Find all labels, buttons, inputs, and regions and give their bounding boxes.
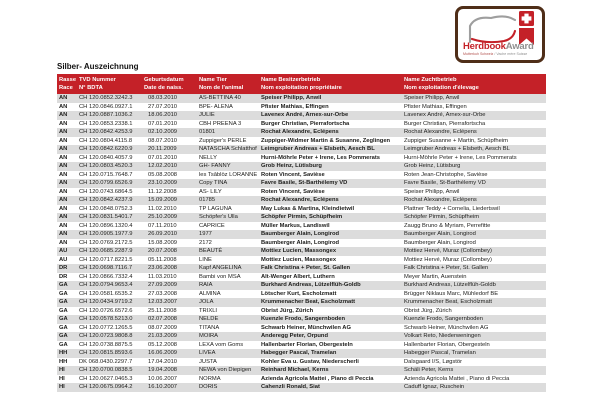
table-row — [57, 375, 546, 384]
cell-animal-name: CAPRICE — [199, 222, 225, 229]
table-row — [57, 307, 546, 316]
cell-breeder-farm: Schwarb Heiner, Münchwilen AG — [404, 324, 489, 331]
cell-breeder-farm: Dalsgaard I/S, Løgstör — [404, 358, 462, 365]
cell-owner-farm: Zuppiger-Widmer Martin & Susanne, Zeglingen — [261, 137, 391, 144]
cell-tvd-number: CH 120.0627.0465.3 — [79, 375, 133, 382]
cell-breeder-farm: Caduff Ignaz, Ruschein — [404, 384, 465, 390]
cell-birthdate: 20.11.2009 — [148, 146, 177, 152]
table-row — [57, 324, 546, 333]
cell-birthdate: 27.07.2010 — [148, 103, 178, 110]
header-tvd-number: TVD Nummer N° BDTA — [79, 77, 116, 91]
cell-breeder-farm: Mottiez Hervé, Muraz (Collombey) — [404, 248, 492, 254]
logo-tagline — [463, 53, 527, 57]
cell-birthdate: 12.02.2010 — [148, 163, 178, 169]
cell-animal-name: NELLY — [199, 154, 217, 161]
logo-tagline-separator: / — [493, 51, 497, 56]
cell-race: AU — [59, 256, 68, 263]
cell-animal-name: Bambi von MSA — [199, 273, 241, 280]
cell-breeder-farm: Speiser Philipp, Anwil — [404, 95, 460, 101]
cell-birthdate: 11.03.2010 — [148, 273, 177, 280]
cell-breeder-farm: Meyer Martin, Auenstein — [404, 273, 467, 280]
cell-birthdate: 15.09.2009 — [148, 197, 178, 203]
cell-birthdate: 07.01.2010 — [148, 120, 178, 127]
cell-tvd-number: CH 120.0772.1265.5 — [79, 324, 133, 331]
cell-birthdate: 23.06.2008 — [148, 265, 178, 271]
cell-race: GA — [59, 307, 68, 314]
cell-animal-name: 2172 — [199, 239, 212, 246]
cell-tvd-number: DK 068.0430.2297.7 — [79, 358, 133, 365]
table-row — [57, 264, 546, 273]
cell-birthdate: 12.03.2007 — [148, 299, 178, 305]
cell-animal-name: NORMA — [199, 375, 221, 382]
cell-race: AN — [59, 231, 68, 237]
cell-race: HI — [59, 367, 65, 373]
cell-breeder-farm: Favre Basile, St-Barthélemy VD — [404, 180, 486, 186]
cell-tvd-number: CH 120.0842.6220.9 — [79, 146, 133, 152]
cell-breeder-farm: Baumberger Alain, Longirod — [404, 231, 476, 237]
cell-breeder-farm: Pfister Mathias, Effingen — [404, 103, 467, 110]
cell-tvd-number: CH 120.0726.6572.6 — [79, 307, 133, 314]
cell-tvd-number: CH 120.0842.4237.9 — [79, 197, 133, 203]
cell-owner-farm: Rochat Alexandre, Eclépens — [261, 197, 339, 203]
cell-tvd-number: CH 120.0905.1977.9 — [79, 231, 133, 237]
cell-tvd-number: CH 120.0815.8593.6 — [79, 350, 133, 356]
cell-tvd-number: CH 120.0804.4115.8 — [79, 137, 133, 144]
cell-animal-name: JULIE — [199, 112, 215, 118]
cell-race: GA — [59, 282, 68, 288]
cell-owner-farm: Rochat Alexandre, Eclépens — [261, 129, 339, 135]
table-row — [57, 315, 546, 324]
cow-outline-icon — [470, 16, 515, 42]
cell-owner-farm: Leimgruber Andreas + Elsbeth, Aesch BL — [261, 146, 375, 152]
cell-animal-name: Copy TINA — [199, 180, 228, 186]
cell-animal-name: BPE- ALENA — [199, 103, 233, 110]
cell-owner-farm: May Lukas & Martina, Kleindietwil — [261, 205, 355, 212]
table-row — [57, 256, 546, 265]
table-row — [57, 366, 546, 375]
cell-breeder-farm: Baumberger Alain, Longirod — [404, 239, 476, 246]
table-row — [57, 281, 546, 290]
cell-tvd-number: CH 120.0434.9719.2 — [79, 299, 133, 305]
cell-birthdate: 05.12.2008 — [148, 341, 178, 348]
cell-birthdate: 07.11.2010 — [148, 222, 177, 229]
table-row — [57, 196, 546, 205]
cell-race: AN — [59, 103, 68, 110]
cell-animal-name: AS- LILY — [199, 188, 222, 195]
cell-animal-name: les Tsâblöz LORANNE — [199, 171, 258, 178]
table-row — [57, 128, 546, 137]
cell-breeder-farm: Leimgruber Andreas + Elsbeth, Aesch BL — [404, 146, 510, 152]
cell-tvd-number: CH 120.0840.4057.9 — [79, 154, 133, 161]
cell-breeder-farm: Burger Christian, Pierrafortscha — [404, 120, 486, 127]
cell-tvd-number: CH 120.0852.3242.3 — [79, 95, 133, 101]
cell-breeder-farm: Azienda Agricola Mattei , Piano di Peccia — [404, 375, 510, 382]
cell-tvd-number: CH 120.0803.4520.3 — [79, 163, 133, 169]
logo-tagline-de: Mutterkuh Schweiz — [463, 51, 494, 56]
cell-birthdate: 07.01.2010 — [148, 154, 178, 161]
table-row — [57, 188, 546, 197]
cell-breeder-farm: Habegger Pascal, Tramelan — [404, 350, 476, 356]
cell-birthdate: 11.12.2008 — [148, 188, 177, 195]
cell-animal-name: GH- FANNY — [199, 163, 231, 169]
cell-animal-name: Kapf ANGELINA — [199, 265, 242, 271]
cell-animal-name: NEWA von Diepigen — [199, 367, 252, 373]
cell-tvd-number: CH 120.0846.0927.1 — [79, 103, 133, 110]
cell-breeder-farm: Brügger Niklaus Marc, Mühledorf BE — [404, 290, 499, 297]
cell-breeder-farm: Mottiez Hervé, Muraz (Collombey) — [404, 256, 492, 263]
cell-breeder-farm: Obrist Jürg, Zürich — [404, 307, 452, 314]
cell-owner-farm: Obrist Jürg, Zürich — [261, 307, 314, 314]
cell-race: AN — [59, 171, 68, 178]
cell-tvd-number: CH 120.0794.9653.4 — [79, 282, 133, 288]
table-row — [57, 230, 546, 239]
swiss-cross-icon — [519, 11, 534, 26]
cell-breeder-farm: Grob Heinz, Lütisburg — [404, 163, 461, 169]
cell-race: HI — [59, 375, 65, 382]
cell-breeder-farm: Burkhard Andreas, Lützelflüh-Goldb — [404, 282, 496, 288]
table-row — [57, 145, 546, 154]
header-animal-name: Name Tier Nom de l'animal — [199, 77, 244, 91]
cell-race: AN — [59, 146, 68, 152]
cell-animal-name: NATASCHA Schlatthof — [199, 146, 257, 152]
cell-animal-name: CBH PREENA 3 — [199, 120, 242, 127]
cell-animal-name: NELDE — [199, 316, 219, 322]
cell-race: GA — [59, 316, 68, 322]
cell-birthdate: 16.06.2009 — [148, 350, 178, 356]
cell-breeder-farm: Krummenacher Beat, Escholzmatt — [404, 299, 492, 305]
cell-owner-farm: Burger Christian, Pierrafortscha — [261, 120, 350, 127]
cell-birthdate: 08.07.2009 — [148, 324, 178, 331]
cell-breeder-farm: Falk Christina + Peter, St. Gallen — [404, 265, 489, 271]
herdbook-award-logo — [455, 6, 545, 63]
table-row — [57, 298, 546, 307]
cell-birthdate: 25.11.2008 — [148, 307, 177, 314]
cell-animal-name: TITANA — [199, 324, 220, 331]
cell-race: AN — [59, 222, 68, 229]
cell-owner-farm: Speiser Philipp, Anwil — [261, 95, 322, 101]
cell-race: AN — [59, 180, 68, 186]
cell-birthdate: 20.07.2008 — [148, 248, 178, 254]
cell-birthdate: 27.09.2009 — [148, 282, 178, 288]
cell-animal-name: LIVEA — [199, 350, 216, 356]
cell-birthdate: 05.11.2008 — [148, 256, 177, 263]
cell-birthdate: 17.04.2010 — [148, 358, 178, 365]
table-row — [57, 94, 546, 103]
table-row — [57, 137, 546, 146]
cell-tvd-number: CH 120.0842.4253.9 — [79, 129, 133, 135]
cell-breeder-farm: Schäli Peter, Kerns — [404, 367, 454, 373]
cell-animal-name: 01801 — [199, 129, 216, 135]
table-row — [57, 383, 546, 392]
cell-birthdate: 23.10.2009 — [148, 180, 178, 186]
cell-tvd-number: CH 120.0853.2338.1 — [79, 120, 133, 127]
logo-brand-herdbook: Herdbook — [463, 40, 506, 52]
cell-race: AN — [59, 112, 68, 118]
cell-tvd-number: CH 120.0866.7332.4 — [79, 273, 133, 280]
cell-race: DR — [59, 273, 68, 280]
cell-race: AN — [59, 197, 68, 203]
cell-race: AU — [59, 248, 68, 254]
cell-race: GA — [59, 299, 68, 305]
cell-race: GA — [59, 290, 68, 297]
cell-owner-farm: Roten Vincent, Savièse — [261, 188, 325, 195]
cell-tvd-number: CH 120.0581.6535.2 — [79, 290, 133, 297]
cell-race: AN — [59, 154, 68, 161]
logo-brand-award: Award — [505, 40, 534, 52]
table-row — [57, 162, 546, 171]
cell-race: GA — [59, 333, 68, 339]
cell-tvd-number: CH 120.0738.8875.5 — [79, 341, 133, 348]
cell-tvd-number: CH 120.0685.2287.9 — [79, 248, 133, 254]
cell-tvd-number: CH 120.0887.1036.2 — [79, 112, 133, 118]
header-birthdate: Geburtsdatum Date de naiss. — [144, 77, 184, 91]
cell-race: GA — [59, 341, 68, 348]
cell-tvd-number: CH 120.0831.5401.7 — [79, 214, 133, 220]
cell-race: DR — [59, 265, 68, 271]
cell-owner-farm: Baumberger Alain, Longirod — [261, 239, 340, 246]
cell-birthdate: 16.10.2007 — [148, 384, 178, 390]
cell-animal-name: AS-BETTINA 40 — [199, 95, 241, 101]
cell-race: AN — [59, 129, 68, 135]
cell-breeder-farm: Volkart Reto, Niederweningen — [404, 333, 481, 339]
cell-tvd-number: CH 120.0700.0838.5 — [79, 367, 133, 373]
cell-animal-name: MOIRA — [199, 333, 219, 339]
cell-owner-farm: Hurni-Möhrle Peter + Irene, Les Pommerats — [261, 154, 381, 161]
cell-birthdate: 25.10.2009 — [148, 214, 178, 220]
cell-tvd-number: CH 120.0717.8221.5 — [79, 256, 133, 263]
cell-animal-name: TRIXLI — [199, 307, 218, 314]
cell-tvd-number: CH 120.0848.0752.3 — [79, 205, 133, 212]
table-row — [57, 154, 546, 163]
cell-owner-farm: Baumberger Alain, Longirod — [261, 231, 340, 237]
cell-animal-name: Schöpfer's Ulla — [199, 214, 238, 220]
cell-owner-farm: Burkhard Andreas, Lützelflüh-Goldb — [261, 282, 361, 288]
header-owner-farm: Name Besitzerbetrieb Nom exploitation propriétaire — [261, 77, 342, 91]
table-header — [57, 74, 546, 94]
cell-tvd-number: CH 120.0723.9808.8 — [79, 333, 133, 339]
table-row — [57, 332, 546, 341]
cell-owner-farm: Roten Vincent, Savièse — [261, 171, 325, 178]
cell-owner-farm: Mottiez Lucien, Massongex — [261, 248, 337, 254]
cell-owner-farm: Azienda Agricola Mattei , Piano di Peccia — [261, 375, 374, 382]
table-row — [57, 213, 546, 222]
cell-owner-farm: Lötscher Kurt, Escholzmatt — [261, 290, 337, 297]
cell-owner-farm: Grob Heinz, Lütisburg — [261, 163, 322, 169]
cell-birthdate: 10.06.2007 — [148, 375, 178, 382]
cell-race: AN — [59, 163, 68, 169]
cell-owner-farm: Pfister Mathias, Effingen — [261, 103, 329, 110]
cell-animal-name: LEXA vom Goms — [199, 341, 244, 348]
cell-animal-name: TP LAGUNA — [199, 205, 232, 212]
cell-race: AN — [59, 205, 68, 212]
cell-breeder-farm: Lavenex André, Arnex-sur-Orbe — [404, 112, 486, 118]
cell-owner-farm: Habegger Pascal, Tramelan — [261, 350, 337, 356]
table-row — [57, 290, 546, 299]
cell-owner-farm: Reinhard Michael, Kerns — [261, 367, 329, 373]
table-row — [57, 341, 546, 350]
table-row — [57, 179, 546, 188]
cell-owner-farm: Krummenacher Beat, Escholzmatt — [261, 299, 356, 305]
cell-race: AN — [59, 214, 68, 220]
cell-birthdate: 02.10.2009 — [148, 129, 178, 135]
cell-animal-name: JOLA — [199, 299, 214, 305]
cell-birthdate: 05.08.2008 — [148, 171, 178, 178]
document — [57, 62, 546, 392]
table-row — [57, 239, 546, 248]
cell-breeder-farm: Speiser Philipp, Anwil — [404, 188, 460, 195]
cell-owner-farm: Schöpfer Pirmin, Schüpfheim — [261, 214, 343, 220]
cell-animal-name: 01785 — [199, 197, 216, 203]
cell-race: GA — [59, 324, 68, 331]
cell-birthdate: 11.02.2010 — [148, 205, 177, 212]
cell-breeder-farm: Hallenbarter Florian, Obergesteln — [404, 341, 490, 348]
cell-animal-name: DORIS — [199, 384, 218, 390]
cell-breeder-farm: Zaugg Bruno & Myriam, Perrefitte — [404, 222, 491, 229]
cell-race: AN — [59, 188, 68, 195]
cell-owner-farm: Hallenbarter Florian, Obergesteln — [261, 341, 353, 348]
cell-tvd-number: CH 120.0675.0964.2 — [79, 384, 133, 390]
table-body — [57, 94, 546, 392]
cell-animal-name: RAIA — [199, 282, 213, 288]
table-row — [57, 205, 546, 214]
cell-race: AN — [59, 137, 68, 144]
table-row — [57, 171, 546, 180]
cell-birthdate: 15.08.2009 — [148, 239, 178, 246]
logo-brand-text — [463, 42, 534, 52]
cell-owner-farm: Kuenzle Frodo, Sangernboden — [261, 316, 346, 322]
cell-race: AN — [59, 95, 68, 101]
cell-tvd-number: CH 120.0769.2172.5 — [79, 239, 133, 246]
cell-breeder-farm: Schöpfer Pirmin, Schüpfheim — [404, 214, 480, 220]
cell-race: HH — [59, 358, 68, 365]
cell-tvd-number: CH 120.0578.5213.0 — [79, 316, 133, 322]
cell-owner-farm: Lavenex André, Arnex-sur-Orbe — [261, 112, 349, 118]
cell-owner-farm: Cahenzli Ronald, Siat — [261, 384, 320, 390]
cell-breeder-farm: Zuppiger Susanne + Martin, Schüpfheim — [404, 137, 508, 144]
cell-tvd-number: CH 120.0799.6526.9 — [79, 180, 133, 186]
cell-breeder-farm: Hurni-Möhrle Peter + Irene, Les Pommerats — [404, 154, 517, 161]
cell-tvd-number: CH 120.0715.7648.7 — [79, 171, 133, 178]
table-row — [57, 273, 546, 282]
cell-owner-farm: Müller Markus, Landiswil — [261, 222, 330, 229]
cell-animal-name: ALMINA — [199, 290, 221, 297]
cell-breeder-farm: Rochat Alexandre, Eclépens — [404, 197, 477, 203]
cell-breeder-farm: Rochat Alexandre, Eclépens — [404, 129, 477, 135]
cell-birthdate: 08.03.2010 — [148, 95, 178, 101]
cell-race: AN — [59, 120, 68, 127]
table-row — [57, 120, 546, 129]
cell-birthdate: 18.06.2010 — [148, 112, 178, 118]
table-row — [57, 222, 546, 231]
cell-tvd-number: CH 120.0743.6864.5 — [79, 188, 133, 195]
header-race: Rasse Race — [59, 77, 77, 91]
cell-birthdate: 27.03.2008 — [148, 290, 178, 297]
cell-race: HH — [59, 350, 68, 356]
logo-tagline-fr: Vache mère Suisse — [496, 51, 528, 56]
cell-animal-name: JUSTA — [199, 358, 217, 365]
cell-owner-farm: Alt-Wenger Albert, Luthern — [261, 273, 335, 280]
cell-race: HI — [59, 384, 65, 390]
cell-tvd-number: CH 120.0896.1320.4 — [79, 222, 133, 229]
cell-breeder-farm: Kuenzle Frodo, Sangernboden — [404, 316, 483, 322]
table-row — [57, 103, 546, 112]
cell-owner-farm: Falk Christina + Peter, St. Gallen — [261, 265, 351, 271]
table-row — [57, 111, 546, 120]
cell-birthdate: 02.07.2008 — [148, 316, 178, 322]
cell-birthdate: 26.09.2010 — [148, 231, 178, 237]
cell-animal-name: BEAUTÉ — [199, 248, 223, 254]
page-title: Silber- Auszeichnung — [57, 62, 139, 71]
award-table — [57, 74, 546, 392]
cell-animal-name: LINE — [199, 256, 212, 263]
cell-race: AN — [59, 239, 68, 246]
cell-owner-farm: Kohler Eva u. Gustav, Niederscherli — [261, 358, 359, 365]
cell-breeder-farm: Plattner Teddy + Cornelia, Liedertswil — [404, 205, 500, 212]
cell-birthdate: 21.03.2009 — [148, 333, 178, 339]
cell-owner-farm: Schwarb Heiner, Münchwilen AG — [261, 324, 351, 331]
cell-owner-farm: Mottiez Lucien, Massongex — [261, 256, 337, 263]
cell-tvd-number: CH 120.0698.7116.7 — [79, 265, 133, 271]
cell-birthdate: 19.04.2008 — [148, 367, 178, 373]
cell-breeder-farm: Roten Jean-Christophe, Savièse — [404, 171, 488, 178]
header-breeder-farm: Name Zuchtbetrieb Nom exploitation d'élevage — [404, 77, 479, 91]
table-row — [57, 358, 546, 367]
cell-animal-name: 1977 — [199, 231, 212, 237]
table-row — [57, 247, 546, 256]
cell-birthdate: 08.07.2010 — [148, 137, 178, 144]
cell-owner-farm: Anderegg Peter, Orpund — [261, 333, 328, 339]
cell-animal-name: Zuppiger's PERLE — [199, 137, 247, 144]
cell-owner-farm: Favre Basile, St-Barthélemy VD — [261, 180, 348, 186]
table-row — [57, 349, 546, 358]
